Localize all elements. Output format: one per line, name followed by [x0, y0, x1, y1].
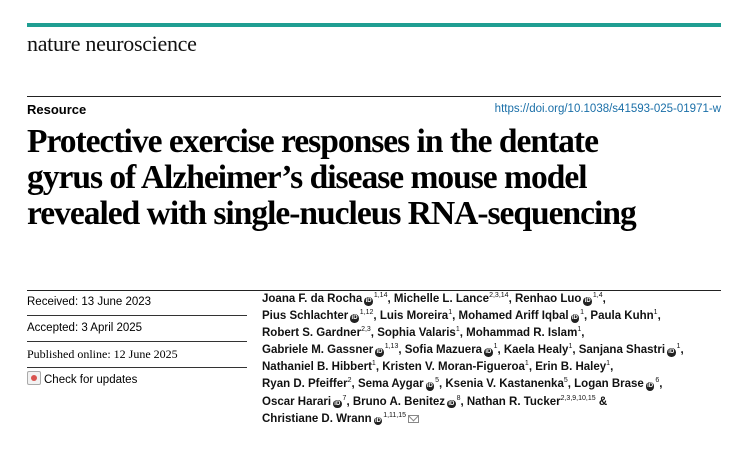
orcid-icon[interactable] — [350, 314, 359, 323]
orcid-icon[interactable] — [364, 297, 373, 306]
author-separator: , — [460, 395, 467, 408]
affiliation-superscript: 8 — [456, 394, 461, 402]
affiliation-superscript: 1 — [371, 360, 376, 368]
author-separator: , — [370, 327, 378, 340]
email-icon[interactable] — [408, 415, 419, 423]
author-name[interactable]: Joana F. da Rocha — [262, 293, 363, 305]
author-name[interactable]: Mohamed Ariff Iqbal — [458, 310, 569, 323]
author-separator: , — [602, 293, 606, 305]
received-date: Received: 13 June 2023 — [27, 290, 247, 316]
author-name[interactable]: Ksenia V. Kastanenka — [445, 378, 564, 391]
author-line — [262, 325, 722, 342]
author-name[interactable]: Gabriele M. Gassner — [262, 344, 374, 357]
affiliation-superscript: 7 — [342, 394, 347, 402]
author-separator: , — [398, 344, 405, 357]
author-separator: , — [659, 378, 663, 391]
author-name[interactable]: Christiane D. Wrann — [262, 412, 372, 425]
doi-link[interactable]: https://doi.org/10.1038/s41593-025-01971-w — [494, 103, 721, 115]
orcid-icon[interactable] — [583, 297, 592, 306]
header-rule — [27, 96, 721, 97]
affiliation-superscript: 1 — [455, 326, 460, 334]
accepted-date: Accepted: 3 April 2025 — [27, 316, 247, 342]
journal-name[interactable]: nature neuroscience — [27, 31, 197, 56]
author-line — [262, 376, 722, 393]
orcid-icon[interactable] — [571, 314, 580, 323]
affiliation-superscript: 1 — [448, 309, 453, 317]
affiliation-superscript: 1,11,15 — [383, 411, 407, 419]
author-separator: , — [581, 327, 585, 340]
affiliation-superscript: 1,13 — [384, 343, 399, 351]
orcid-icon[interactable] — [374, 417, 383, 426]
author-line — [262, 411, 722, 428]
affiliation-superscript: 1,14 — [373, 292, 388, 299]
published-date: Published online: 12 June 2025 — [27, 342, 247, 368]
author-name[interactable]: Nathan R. Tucker — [466, 395, 561, 408]
author-separator: , — [375, 361, 383, 374]
author-name[interactable]: Sema Aygar — [357, 378, 424, 391]
affiliation-superscript: 6 — [655, 377, 660, 385]
affiliation-superscript: 1,12 — [359, 309, 374, 317]
author-separator: , — [452, 310, 459, 323]
author-line — [262, 308, 722, 325]
author-name[interactable]: Robert S. Gardner — [262, 327, 362, 340]
author-separator: , — [572, 344, 579, 357]
check-updates-icon — [27, 371, 41, 385]
author-name[interactable]: Paula Kuhn — [590, 310, 654, 323]
author-name[interactable]: Mohammad R. Islam — [466, 327, 578, 340]
author-name[interactable]: Nathaniel B. Hibbert — [262, 361, 372, 374]
author-name[interactable]: Pius Schlachter — [262, 310, 349, 323]
author-separator: , — [610, 361, 614, 374]
title-line: revealed with single-nucleus RNA-sequencing — [27, 195, 636, 232]
author-line — [262, 394, 722, 411]
author-separator: , — [528, 361, 536, 374]
author-name[interactable]: Oscar Harari — [262, 395, 332, 408]
check-updates-label: Check for updates — [44, 374, 138, 386]
article-title — [27, 124, 727, 232]
orcid-icon[interactable] — [333, 400, 342, 409]
affiliation-superscript: 1 — [606, 360, 611, 368]
affiliation-superscript: 5 — [435, 377, 439, 385]
author-separator: & — [595, 395, 608, 408]
affiliation-superscript: 2,3,14 — [489, 292, 509, 299]
article-dates — [27, 290, 247, 393]
author-name[interactable]: Sophia Valaris — [377, 327, 456, 340]
author-name[interactable]: Bruno A. Benitez — [352, 395, 446, 408]
author-separator: , — [680, 344, 684, 357]
affiliation-superscript: 1 — [653, 309, 658, 317]
orcid-icon[interactable] — [484, 348, 493, 357]
orcid-icon[interactable] — [447, 400, 456, 409]
author-list — [262, 291, 722, 428]
affiliation-superscript: 1,4 — [592, 292, 603, 299]
author-separator: , — [459, 327, 467, 340]
title-line: gyrus of Alzheimer’s disease mouse model — [27, 159, 587, 196]
author-line — [262, 291, 722, 308]
orcid-icon[interactable] — [426, 382, 435, 391]
affiliation-superscript: 1 — [580, 309, 585, 317]
affiliation-superscript: 2,3 — [361, 326, 371, 334]
author-separator: , — [567, 378, 575, 391]
author-separator: , — [373, 310, 380, 323]
article-type: Resource — [27, 102, 87, 117]
orcid-icon[interactable] — [667, 348, 676, 357]
author-name[interactable]: Michelle L. Lance — [393, 293, 490, 305]
title-line: Protective exercise responses in the dentate — [27, 123, 598, 160]
affiliation-superscript: 2,3,9,10,15 — [560, 394, 596, 402]
author-separator: , — [508, 293, 515, 305]
orcid-icon[interactable] — [646, 382, 655, 391]
journal-accent-bar — [27, 23, 721, 27]
author-line — [262, 359, 722, 376]
author-name[interactable]: Renhao Luo — [514, 293, 582, 305]
author-separator: , — [351, 378, 358, 391]
affiliation-superscript: 1 — [577, 326, 582, 334]
affiliation-superscript: 1 — [676, 343, 681, 351]
affiliation-superscript: 5 — [563, 377, 568, 385]
affiliation-superscript: 1 — [568, 343, 573, 351]
orcid-icon[interactable] — [375, 348, 384, 357]
author-name[interactable]: Sofia Mazuera — [404, 344, 483, 357]
author-separator: , — [387, 293, 394, 305]
affiliation-superscript: 2 — [347, 377, 352, 385]
author-name[interactable]: Sanjana Shastri — [578, 344, 666, 357]
affiliation-superscript: 1 — [493, 343, 498, 351]
author-separator: , — [657, 310, 661, 323]
author-name[interactable]: Kaela Healy — [503, 344, 569, 357]
author-name[interactable]: Ryan D. Pfeiffer — [262, 378, 348, 391]
author-separator: , — [584, 310, 591, 323]
affiliation-superscript: 1 — [524, 360, 529, 368]
author-separator: , — [497, 344, 504, 357]
author-separator: , — [438, 378, 446, 391]
check-updates-button[interactable] — [27, 368, 247, 393]
author-name[interactable]: Logan Brase — [574, 378, 644, 391]
author-line — [262, 342, 722, 359]
author-separator: , — [346, 395, 353, 408]
author-name[interactable]: Erin B. Haley — [535, 361, 607, 374]
author-name[interactable]: Kristen V. Moran-Figueroa — [382, 361, 525, 374]
author-name[interactable]: Luis Moreira — [379, 310, 449, 323]
